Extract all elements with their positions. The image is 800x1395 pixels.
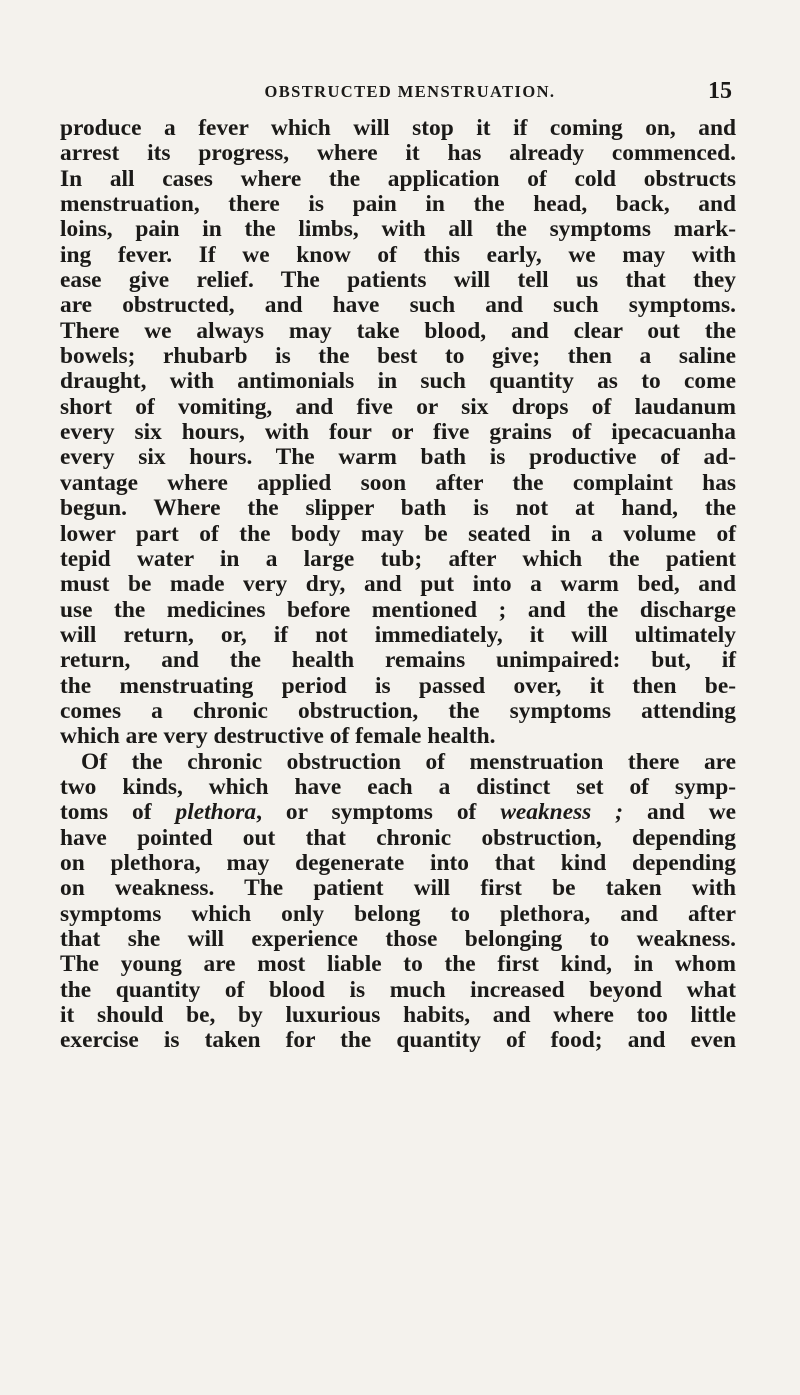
text-line: begun. Where the slipper bath is not at hand, the <box>60 495 736 522</box>
text-line: on plethora, may degenerate into that kind depending <box>60 849 736 876</box>
text-line: have pointed out that chronic obstruction, depending <box>60 824 736 851</box>
italic-term-plethora: plethora <box>175 799 257 826</box>
text-line: menstruation, there is pain in the head, back, and <box>60 191 736 218</box>
running-head <box>90 78 730 108</box>
page-number: 15 <box>708 78 732 104</box>
text-line: vantage where applied soon after the complaint has <box>60 469 736 496</box>
text-line: two kinds, which have each a distinct set of symp- <box>60 773 736 800</box>
text-line: will return, or, if not immediately, it will ultimately <box>60 621 736 648</box>
italic-term-weakness: weakness ; <box>500 799 624 826</box>
text-line: comes a chronic obstruction, the symptoms attending <box>60 697 736 724</box>
text-run: , or symptoms of <box>256 799 501 826</box>
text-run: toms of <box>60 799 176 826</box>
text-line: it should be, by luxurious habits, and where too little <box>60 1002 736 1029</box>
body-text <box>60 116 736 1054</box>
text-line: symptoms which only belong to plethora, and after <box>60 900 736 927</box>
text-line: must be made very dry, and put into a warm bed, and <box>60 571 736 598</box>
text-run: and we <box>623 799 736 826</box>
text-line: every six hours. The warm bath is productive of ad- <box>60 444 736 471</box>
text-line: produce a fever which will stop it if coming on, and <box>60 115 736 141</box>
text-line: ease give relief. The patients will tell us that they <box>60 267 736 294</box>
text-line: return, and the health remains unimpaired: but, if <box>60 647 736 674</box>
text-line: lower part of the body may be seated in a volume of <box>60 520 736 547</box>
text-line: are obstructed, and have such and such symptoms. <box>60 292 736 319</box>
text-line: exercise is taken for the quantity of food; and even <box>60 1027 736 1054</box>
text-line: arrest its progress, where it has already commenced. <box>60 140 736 167</box>
text-line: bowels; rhubarb is the best to give; then a saline <box>60 343 736 370</box>
text-line: every six hours, with four or five grains of ipecacuanha <box>60 419 736 446</box>
text-line: There we always may take blood, and clear out the <box>60 317 736 344</box>
text-line: the menstruating period is passed over, it then be- <box>60 672 736 699</box>
text-line: ing fever. If we know of this early, we may with <box>60 241 736 268</box>
text-line: loins, pain in the limbs, with all the symptoms mark- <box>60 216 736 243</box>
text-line: the quantity of blood is much increased beyond what <box>60 976 736 1003</box>
text-line: on weakness. The patient will first be taken with <box>60 875 736 902</box>
text-line: In all cases where the application of cold obstructs <box>60 165 736 192</box>
text-line: which are very destructive of female health. <box>60 723 496 750</box>
text-line: tepid water in a large tub; after which the patient <box>60 545 736 572</box>
text-line: The young are most liable to the first kind, in whom <box>60 951 736 978</box>
text-line-with-italics <box>60 800 736 825</box>
text-line: draught, with antimonials in such quantity as to come <box>60 368 736 395</box>
text-line: short of vomiting, and five or six drops of laudanum <box>60 393 736 420</box>
running-title: OBSTRUCTED MENSTRUATION. <box>264 82 556 101</box>
text-line: use the medicines before mentioned ; and the discharge <box>60 596 736 623</box>
text-line: that she will experience those belonging to weakness. <box>60 926 736 952</box>
paragraph-start-line: Of the chronic obstruction of menstruation there are <box>81 748 736 775</box>
